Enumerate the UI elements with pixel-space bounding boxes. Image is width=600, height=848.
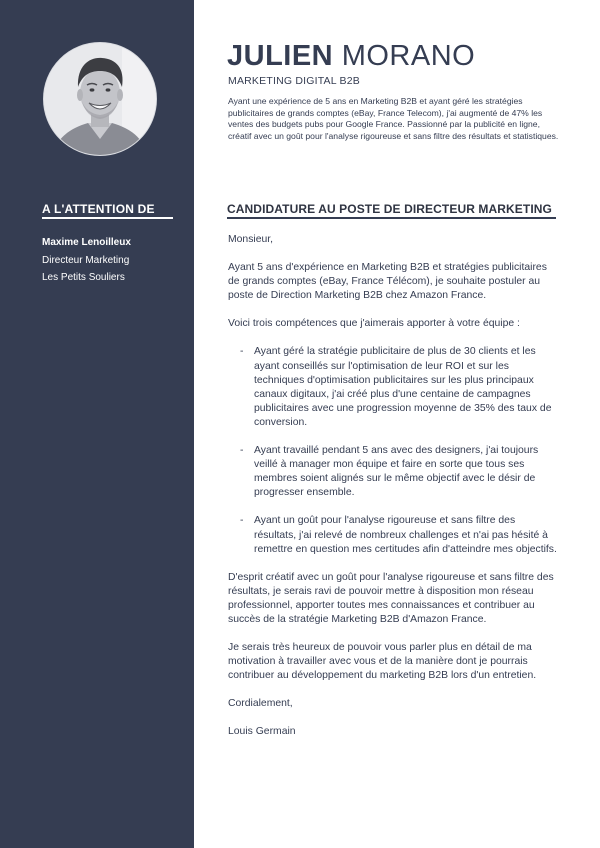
bullet-dash: - — [240, 346, 244, 358]
letter-title-divider — [227, 217, 556, 219]
person-portrait-icon — [44, 43, 156, 155]
skill-text: Ayant un goût pour l'analyse rigoureuse et sans filtre des résultats, j'ai relevé de nombreux challenges et n'ai pas hésité à remettre en question mes certitudes afin d'atteindre mes objectifs. — [254, 515, 557, 555]
recipient-title: Directeur Marketing — [42, 254, 130, 266]
candidate-name — [227, 40, 475, 72]
recipient-company: Les Petits Souliers — [42, 272, 125, 283]
skill-text: Ayant travaillé pendant 5 ans avec des designers, j'ai toujours veillé à manager mon équipe et faire en sorte que tous ses membres soient alignés sur le même objectif avec le désir de progresser ensemble. — [254, 445, 539, 499]
signature: Louis Germain — [228, 726, 296, 738]
intro-paragraph: Ayant 5 ans d'expérience en Marketing B2B et stratégies publicitaires de grands comptes (eBay, France Télécom), je souhaite postuler au poste de Direction Marketing B2B chez Amazon France. — [228, 262, 547, 302]
last-name: MORANO — [341, 40, 476, 72]
spirit-paragraph: D'esprit créatif avec un goût pour l'analyse rigoureuse et sans filtre des résultats, je serais ravi de pouvoir mettre à disposition mon réseau professionnel, apporter toutes mes connaissances et contribuer au succès de la stratégie Marketing B2B d'Amazon France. — [228, 571, 554, 625]
list-item — [228, 444, 558, 500]
skills-intro: Voici trois compétences que j'aimerais apporter à votre équipe : — [228, 318, 520, 330]
bullet-dash: - — [240, 515, 244, 527]
skills-list — [228, 345, 558, 556]
job-title: MARKETING DIGITAL B2B — [228, 75, 360, 87]
closing-paragraph: Je serais très heureux de pouvoir vous parler plus en détail de ma motivation à travailler avec vous et de la manière dont je pourrais contribuer au développement du marketing B2B lors d'un entretien. — [228, 642, 537, 682]
list-item — [228, 345, 558, 430]
sidebar-divider — [42, 217, 173, 219]
profile-photo — [43, 42, 157, 156]
first-name: JULIEN — [227, 40, 334, 72]
recipient-name: Maxime Lenoilleux — [42, 237, 131, 248]
letter-body — [228, 233, 558, 754]
recipient-heading: A L'ATTENTION DE — [42, 202, 155, 216]
letter-title: CANDIDATURE AU POSTE DE DIRECTEUR MARKETING — [227, 202, 552, 216]
list-item — [228, 514, 558, 556]
profile-summary: Ayant une expérience de 5 ans en Marketing B2B et ayant géré les stratégies publicitaires de grands comptes (eBay, France Telecom), j'ai augmenté de 47% les ventes des budgets pubs pour Google France. Passionné par la publicité en ligne, créatif avec un goût pour l'analyse rigoureuse et sans filtre des résultats et statistiques. — [228, 96, 559, 141]
recipient-block — [42, 234, 131, 287]
bullet-dash: - — [240, 445, 244, 457]
salutation: Monsieur, — [228, 234, 274, 245]
sign-off: Cordialement, — [228, 698, 293, 710]
skill-text: Ayant géré la stratégie publicitaire de plus de 30 clients et les ayant conseillés sur l'optimisation de leur ROI et sur les techniques d'optimisation publicitaires sur les plus principaux canaux digitaux, j'ai créé plus d'une centaine de campagnes publicitaires avec une progression moyenne de 35% des taux de conversion. — [254, 346, 552, 428]
